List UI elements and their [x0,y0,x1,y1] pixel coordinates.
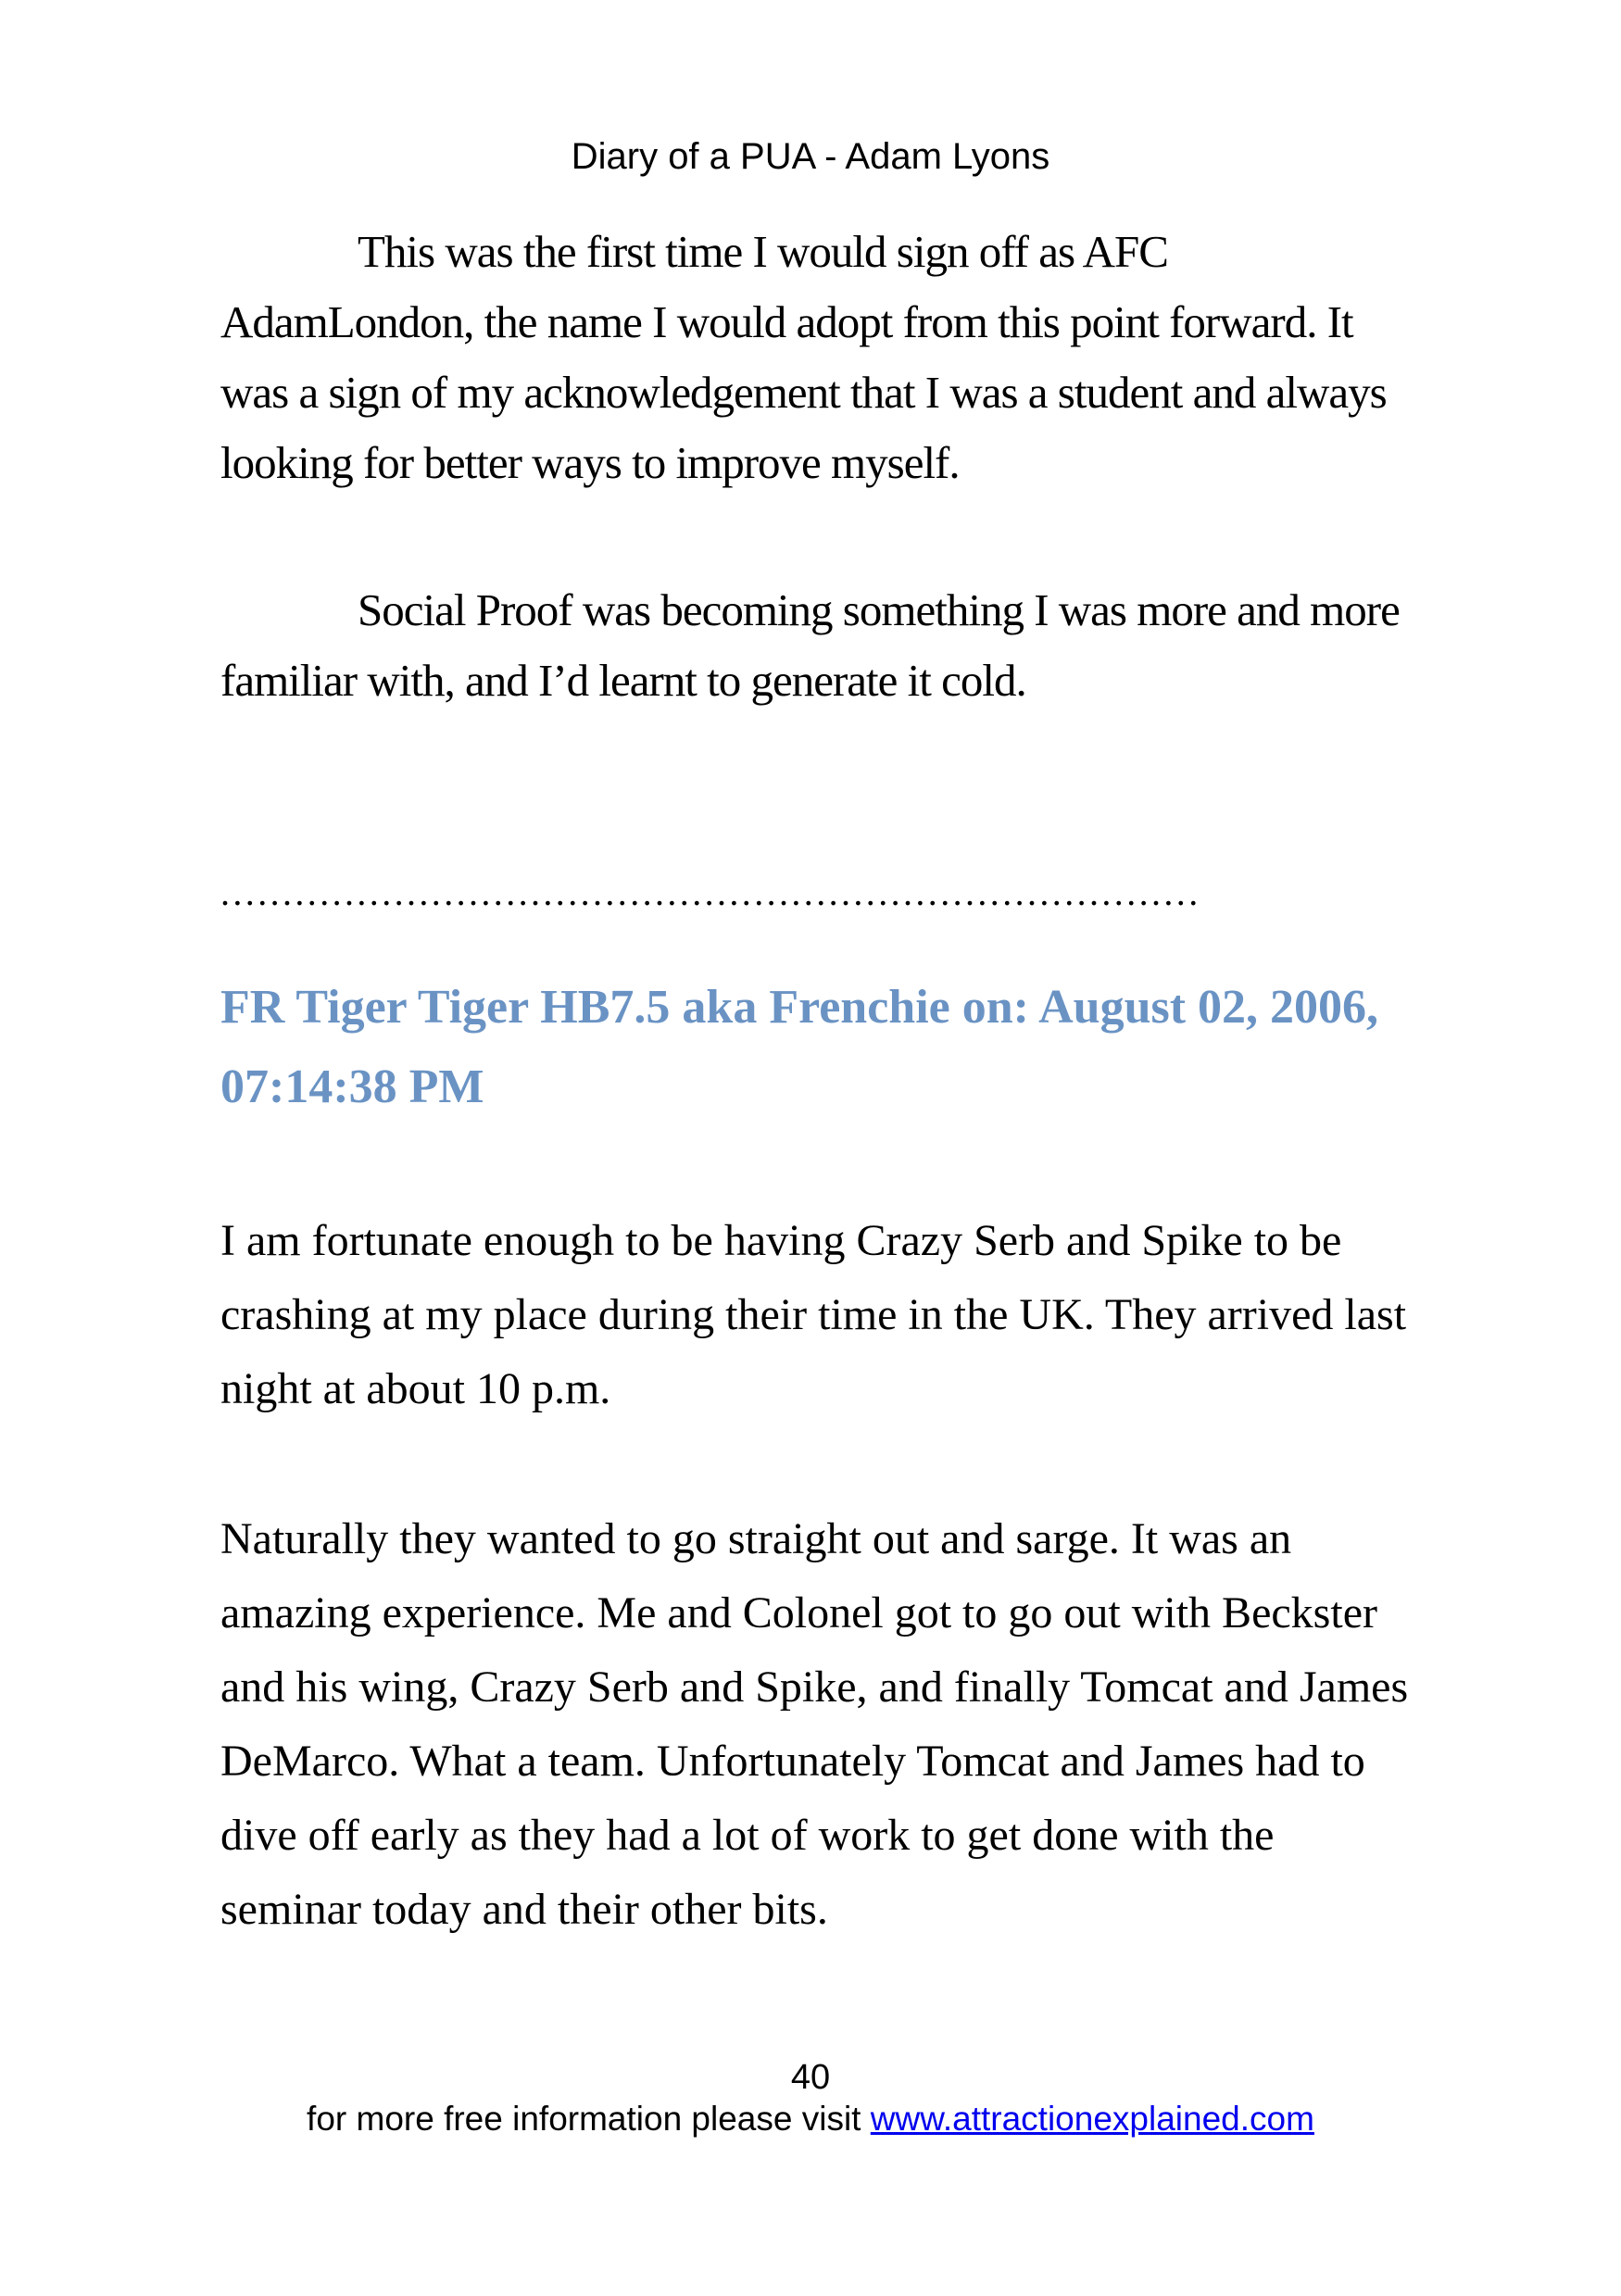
footer-link[interactable]: www.attractionexplained.com [870,2100,1314,2138]
paragraph-sarge: Naturally they wanted to go straight out and sarge. It was an amazing experience. Me and Colonel got to go out with Beckster and his wing, Crazy Serb and Spike, and finally Tomcat and James DeMarco. What a team. Unfortunately Tomcat and James had to dive off early as they had a lot of work to get done with the seminar today and their other bits. [220,1514,1409,1934]
footer [0,2100,1621,2139]
footer-text: for more free information please visit [307,2100,871,2138]
paragraph-social-proof: Social Proof was becoming something I was more and more familiar with, and I’d learnt to generate it cold. [220,584,1400,706]
paragraph-crashing: I am fortunate enough to be having Crazy Serb and Spike to be crashing at my place during their time in the UK. They arrived last night at about 10 p.m. [220,1216,1407,1413]
dotted-separator: ............................................................................... [220,872,1201,913]
entry-title: FR Tiger Tiger HB7.5 aka Frenchie on: August 02, 2006, 07:14:38 PM [220,981,1379,1113]
paragraph-sign-off: This was the first time I would sign off as AFC AdamLondon, the name I would adopt from this point forward. It was a sign of my acknowledgement that I was a student and always looking for better ways to improve myself. [220,226,1387,488]
page-number: 40 [790,2058,831,2097]
running-header: Diary of a PUA - Adam Lyons [571,136,1050,177]
